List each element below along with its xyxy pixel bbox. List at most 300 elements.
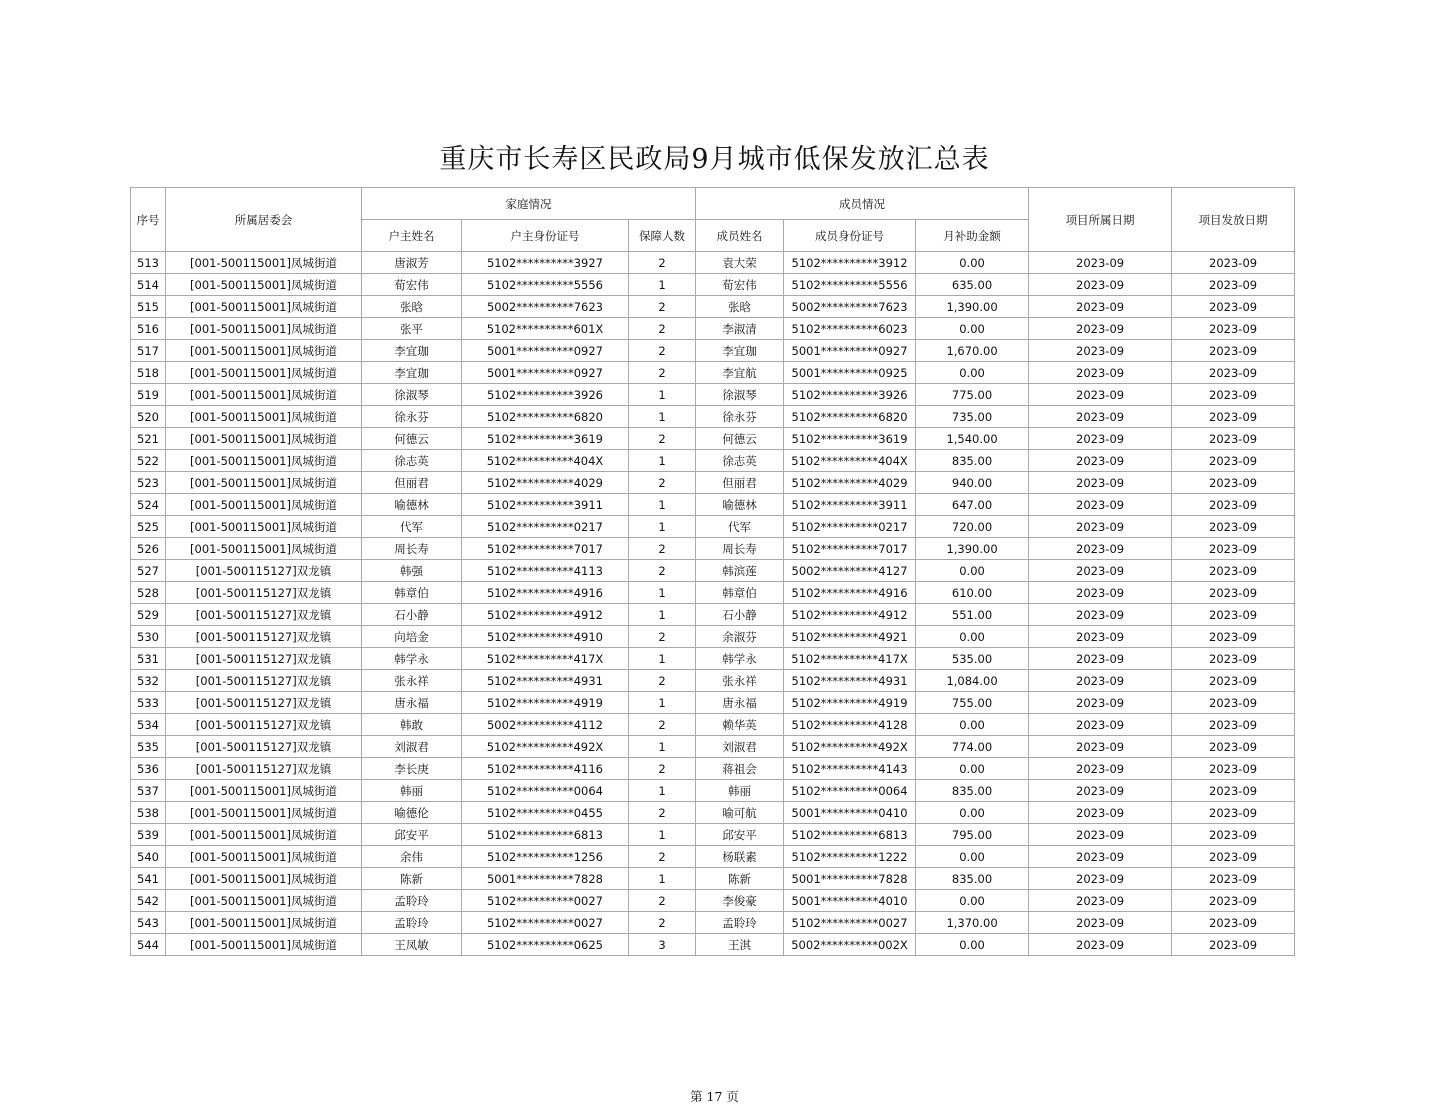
table-row	[131, 648, 1295, 670]
table-body	[131, 252, 1295, 956]
head-name-cell: 徐淑琴	[362, 384, 462, 406]
insured-count-cell: 2	[629, 252, 696, 274]
issue-date-cell: 2023-09	[1172, 868, 1295, 890]
head-id-cell: 5102**********4912	[462, 604, 629, 626]
community-cell: [001-500115001]凤城街道	[166, 384, 362, 406]
table-row	[131, 274, 1295, 296]
table-row	[131, 516, 1295, 538]
issue-date-cell: 2023-09	[1172, 560, 1295, 582]
project-date-cell: 2023-09	[1029, 252, 1172, 274]
seq-cell: 543	[131, 912, 166, 934]
seq-cell: 539	[131, 824, 166, 846]
amount-cell: 0.00	[916, 934, 1029, 956]
issue-date-cell: 2023-09	[1172, 538, 1295, 560]
member-name-cell: 袁大荣	[696, 252, 784, 274]
project-date-cell: 2023-09	[1029, 296, 1172, 318]
head-id-cell: 5001**********0927	[462, 362, 629, 384]
insured-count-cell: 2	[629, 670, 696, 692]
project-date-cell: 2023-09	[1029, 406, 1172, 428]
seq-cell: 517	[131, 340, 166, 362]
table-row	[131, 890, 1295, 912]
member-name-cell: 李宜航	[696, 362, 784, 384]
community-cell: [001-500115001]凤城街道	[166, 890, 362, 912]
project-date-cell: 2023-09	[1029, 868, 1172, 890]
table-row	[131, 846, 1295, 868]
community-cell: [001-500115001]凤城街道	[166, 494, 362, 516]
member-name-cell: 韩章伯	[696, 582, 784, 604]
header-monthly-amount: 月补助金额	[916, 220, 1029, 252]
member-id-cell: 5102**********4916	[784, 582, 916, 604]
head-id-cell: 5102**********4916	[462, 582, 629, 604]
member-name-cell: 刘淑君	[696, 736, 784, 758]
member-name-cell: 张永祥	[696, 670, 784, 692]
table-row	[131, 494, 1295, 516]
issue-date-cell: 2023-09	[1172, 296, 1295, 318]
insured-count-cell: 1	[629, 516, 696, 538]
member-id-cell: 5102**********417X	[784, 648, 916, 670]
project-date-cell: 2023-09	[1029, 560, 1172, 582]
member-id-cell: 5102**********4921	[784, 626, 916, 648]
amount-cell: 775.00	[916, 384, 1029, 406]
document-title: 重庆市长寿区民政局9月城市低保发放汇总表	[439, 144, 990, 175]
head-name-cell: 向培金	[362, 626, 462, 648]
insured-count-cell: 1	[629, 274, 696, 296]
issue-date-cell: 2023-09	[1172, 318, 1295, 340]
community-cell: [001-500115127]双龙镇	[166, 648, 362, 670]
table-row	[131, 428, 1295, 450]
community-cell: [001-500115127]双龙镇	[166, 604, 362, 626]
amount-cell: 647.00	[916, 494, 1029, 516]
member-name-cell: 蒋祖会	[696, 758, 784, 780]
project-date-cell: 2023-09	[1029, 516, 1172, 538]
head-id-cell: 5102**********3619	[462, 428, 629, 450]
member-name-cell: 徐永芬	[696, 406, 784, 428]
member-name-cell: 荀宏伟	[696, 274, 784, 296]
amount-cell: 1,670.00	[916, 340, 1029, 362]
member-id-cell: 5102**********0217	[784, 516, 916, 538]
member-name-cell: 韩滨莲	[696, 560, 784, 582]
member-id-cell: 5102**********7017	[784, 538, 916, 560]
amount-cell: 0.00	[916, 846, 1029, 868]
amount-cell: 795.00	[916, 824, 1029, 846]
member-id-cell: 5002**********7623	[784, 296, 916, 318]
project-date-cell: 2023-09	[1029, 780, 1172, 802]
issue-date-cell: 2023-09	[1172, 450, 1295, 472]
seq-cell: 525	[131, 516, 166, 538]
amount-cell: 940.00	[916, 472, 1029, 494]
member-name-cell: 韩丽	[696, 780, 784, 802]
insured-count-cell: 2	[629, 318, 696, 340]
project-date-cell: 2023-09	[1029, 714, 1172, 736]
head-name-cell: 但丽君	[362, 472, 462, 494]
community-cell: [001-500115001]凤城街道	[166, 274, 362, 296]
member-id-cell: 5102**********6023	[784, 318, 916, 340]
head-id-cell: 5102**********0027	[462, 890, 629, 912]
head-name-cell: 王凤敏	[362, 934, 462, 956]
amount-cell: 0.00	[916, 362, 1029, 384]
header-member-name: 成员姓名	[696, 220, 784, 252]
community-cell: [001-500115001]凤城街道	[166, 472, 362, 494]
header-insured-count: 保障人数	[629, 220, 696, 252]
head-id-cell: 5102**********5556	[462, 274, 629, 296]
member-id-cell: 5102**********4931	[784, 670, 916, 692]
head-id-cell: 5102**********7017	[462, 538, 629, 560]
table-row	[131, 560, 1295, 582]
community-cell: [001-500115127]双龙镇	[166, 714, 362, 736]
member-name-cell: 韩学永	[696, 648, 784, 670]
project-date-cell: 2023-09	[1029, 626, 1172, 648]
amount-cell: 535.00	[916, 648, 1029, 670]
member-name-cell: 陈新	[696, 868, 784, 890]
head-name-cell: 李宜珈	[362, 340, 462, 362]
community-cell: [001-500115001]凤城街道	[166, 340, 362, 362]
amount-cell: 1,390.00	[916, 296, 1029, 318]
insured-count-cell: 2	[629, 362, 696, 384]
community-cell: [001-500115001]凤城街道	[166, 824, 362, 846]
project-date-cell: 2023-09	[1029, 494, 1172, 516]
head-id-cell: 5102**********1256	[462, 846, 629, 868]
head-name-cell: 韩敢	[362, 714, 462, 736]
head-id-cell: 5102**********3926	[462, 384, 629, 406]
member-name-cell: 李淑清	[696, 318, 784, 340]
insured-count-cell: 2	[629, 912, 696, 934]
seq-cell: 528	[131, 582, 166, 604]
head-name-cell: 石小静	[362, 604, 462, 626]
community-cell: [001-500115001]凤城街道	[166, 428, 362, 450]
project-date-cell: 2023-09	[1029, 472, 1172, 494]
insured-count-cell: 2	[629, 802, 696, 824]
head-id-cell: 5102**********0064	[462, 780, 629, 802]
member-name-cell: 周长寿	[696, 538, 784, 560]
member-id-cell: 5001**********0927	[784, 340, 916, 362]
seq-cell: 519	[131, 384, 166, 406]
amount-cell: 0.00	[916, 252, 1029, 274]
issue-date-cell: 2023-09	[1172, 824, 1295, 846]
head-name-cell: 孟聆玲	[362, 912, 462, 934]
seq-cell: 521	[131, 428, 166, 450]
table-row	[131, 912, 1295, 934]
issue-date-cell: 2023-09	[1172, 714, 1295, 736]
member-name-cell: 王淇	[696, 934, 784, 956]
seq-cell: 527	[131, 560, 166, 582]
seq-cell: 537	[131, 780, 166, 802]
seq-cell: 518	[131, 362, 166, 384]
issue-date-cell: 2023-09	[1172, 494, 1295, 516]
insured-count-cell: 2	[629, 846, 696, 868]
amount-cell: 735.00	[916, 406, 1029, 428]
amount-cell: 774.00	[916, 736, 1029, 758]
project-date-cell: 2023-09	[1029, 802, 1172, 824]
table-row	[131, 362, 1295, 384]
member-name-cell: 孟聆玲	[696, 912, 784, 934]
project-date-cell: 2023-09	[1029, 274, 1172, 296]
head-id-cell: 5102**********601X	[462, 318, 629, 340]
seq-cell: 529	[131, 604, 166, 626]
head-id-cell: 5002**********4112	[462, 714, 629, 736]
head-name-cell: 张永祥	[362, 670, 462, 692]
community-cell: [001-500115001]凤城街道	[166, 780, 362, 802]
amount-cell: 1,540.00	[916, 428, 1029, 450]
seq-cell: 534	[131, 714, 166, 736]
seq-cell: 540	[131, 846, 166, 868]
insured-count-cell: 1	[629, 780, 696, 802]
amount-cell: 0.00	[916, 560, 1029, 582]
community-cell: [001-500115001]凤城街道	[166, 450, 362, 472]
table-row	[131, 934, 1295, 956]
table-row	[131, 604, 1295, 626]
issue-date-cell: 2023-09	[1172, 252, 1295, 274]
seq-cell: 516	[131, 318, 166, 340]
community-cell: [001-500115001]凤城街道	[166, 296, 362, 318]
community-cell: [001-500115001]凤城街道	[166, 406, 362, 428]
seq-cell: 523	[131, 472, 166, 494]
community-cell: [001-500115001]凤城街道	[166, 868, 362, 890]
insured-count-cell: 1	[629, 604, 696, 626]
head-id-cell: 5102**********417X	[462, 648, 629, 670]
amount-cell: 0.00	[916, 318, 1029, 340]
issue-date-cell: 2023-09	[1172, 692, 1295, 714]
member-name-cell: 张晗	[696, 296, 784, 318]
amount-cell: 551.00	[916, 604, 1029, 626]
member-id-cell: 5102**********492X	[784, 736, 916, 758]
head-name-cell: 刘淑君	[362, 736, 462, 758]
table-row	[131, 538, 1295, 560]
insured-count-cell: 1	[629, 824, 696, 846]
project-date-cell: 2023-09	[1029, 384, 1172, 406]
member-id-cell: 5001**********0410	[784, 802, 916, 824]
head-name-cell: 唐永福	[362, 692, 462, 714]
head-name-cell: 李长庚	[362, 758, 462, 780]
head-name-cell: 张平	[362, 318, 462, 340]
amount-cell: 0.00	[916, 890, 1029, 912]
seq-cell: 533	[131, 692, 166, 714]
table-row	[131, 582, 1295, 604]
head-id-cell: 5102**********3927	[462, 252, 629, 274]
head-id-cell: 5102**********4113	[462, 560, 629, 582]
issue-date-cell: 2023-09	[1172, 472, 1295, 494]
community-cell: [001-500115127]双龙镇	[166, 758, 362, 780]
amount-cell: 0.00	[916, 758, 1029, 780]
community-cell: [001-500115127]双龙镇	[166, 560, 362, 582]
issue-date-cell: 2023-09	[1172, 516, 1295, 538]
table-row	[131, 714, 1295, 736]
insured-count-cell: 1	[629, 868, 696, 890]
amount-cell: 1,390.00	[916, 538, 1029, 560]
member-name-cell: 徐淑琴	[696, 384, 784, 406]
insured-count-cell: 2	[629, 296, 696, 318]
community-cell: [001-500115001]凤城街道	[166, 318, 362, 340]
seq-cell: 513	[131, 252, 166, 274]
header-member-id: 成员身份证号	[784, 220, 916, 252]
head-name-cell: 喻德林	[362, 494, 462, 516]
project-date-cell: 2023-09	[1029, 758, 1172, 780]
seq-cell: 530	[131, 626, 166, 648]
table-row	[131, 780, 1295, 802]
seq-cell: 538	[131, 802, 166, 824]
head-id-cell: 5102**********6813	[462, 824, 629, 846]
head-name-cell: 韩章伯	[362, 582, 462, 604]
head-name-cell: 韩学永	[362, 648, 462, 670]
insured-count-cell: 1	[629, 406, 696, 428]
issue-date-cell: 2023-09	[1172, 604, 1295, 626]
head-name-cell: 李宜珈	[362, 362, 462, 384]
seq-cell: 514	[131, 274, 166, 296]
header-issue-date: 项目发放日期	[1172, 188, 1295, 252]
table-row	[131, 450, 1295, 472]
insured-count-cell: 2	[629, 890, 696, 912]
head-name-cell: 韩强	[362, 560, 462, 582]
member-name-cell: 李宜珈	[696, 340, 784, 362]
table-row	[131, 824, 1295, 846]
member-name-cell: 但丽君	[696, 472, 784, 494]
head-id-cell: 5001**********0927	[462, 340, 629, 362]
head-id-cell: 5102**********6820	[462, 406, 629, 428]
head-name-cell: 孟聆玲	[362, 890, 462, 912]
member-name-cell: 余淑芬	[696, 626, 784, 648]
head-id-cell: 5002**********7623	[462, 296, 629, 318]
seq-cell: 532	[131, 670, 166, 692]
member-id-cell: 5102**********4128	[784, 714, 916, 736]
member-id-cell: 5102**********4919	[784, 692, 916, 714]
community-cell: [001-500115127]双龙镇	[166, 692, 362, 714]
insured-count-cell: 1	[629, 450, 696, 472]
table-row	[131, 384, 1295, 406]
issue-date-cell: 2023-09	[1172, 274, 1295, 296]
community-cell: [001-500115001]凤城街道	[166, 846, 362, 868]
member-name-cell: 邱安平	[696, 824, 784, 846]
issue-date-cell: 2023-09	[1172, 758, 1295, 780]
table-row	[131, 472, 1295, 494]
header-seq: 序号	[131, 188, 166, 252]
member-id-cell: 5102**********6820	[784, 406, 916, 428]
issue-date-cell: 2023-09	[1172, 648, 1295, 670]
head-name-cell: 陈新	[362, 868, 462, 890]
insured-count-cell: 2	[629, 758, 696, 780]
issue-date-cell: 2023-09	[1172, 406, 1295, 428]
header-project-date: 项目所属日期	[1029, 188, 1172, 252]
header-head-name: 户主姓名	[362, 220, 462, 252]
allowance-table	[130, 187, 1295, 956]
head-id-cell: 5102**********4919	[462, 692, 629, 714]
issue-date-cell: 2023-09	[1172, 582, 1295, 604]
project-date-cell: 2023-09	[1029, 538, 1172, 560]
amount-cell: 835.00	[916, 450, 1029, 472]
project-date-cell: 2023-09	[1029, 846, 1172, 868]
seq-cell: 542	[131, 890, 166, 912]
member-id-cell: 5102**********3619	[784, 428, 916, 450]
member-id-cell: 5001**********4010	[784, 890, 916, 912]
insured-count-cell: 2	[629, 472, 696, 494]
seq-cell: 515	[131, 296, 166, 318]
seq-cell: 541	[131, 868, 166, 890]
insured-count-cell: 1	[629, 384, 696, 406]
amount-cell: 0.00	[916, 626, 1029, 648]
insured-count-cell: 1	[629, 648, 696, 670]
head-id-cell: 5102**********4116	[462, 758, 629, 780]
project-date-cell: 2023-09	[1029, 428, 1172, 450]
head-name-cell: 邱安平	[362, 824, 462, 846]
head-name-cell: 韩丽	[362, 780, 462, 802]
project-date-cell: 2023-09	[1029, 648, 1172, 670]
member-id-cell: 5001**********7828	[784, 868, 916, 890]
table-header	[131, 188, 1295, 252]
seq-cell: 522	[131, 450, 166, 472]
member-id-cell: 5102**********3912	[784, 252, 916, 274]
project-date-cell: 2023-09	[1029, 692, 1172, 714]
table-row	[131, 252, 1295, 274]
header-community: 所属居委会	[166, 188, 362, 252]
member-id-cell: 5102**********404X	[784, 450, 916, 472]
member-name-cell: 何德云	[696, 428, 784, 450]
project-date-cell: 2023-09	[1029, 362, 1172, 384]
issue-date-cell: 2023-09	[1172, 846, 1295, 868]
project-date-cell: 2023-09	[1029, 912, 1172, 934]
project-date-cell: 2023-09	[1029, 450, 1172, 472]
member-name-cell: 李俊豪	[696, 890, 784, 912]
table-row	[131, 736, 1295, 758]
head-id-cell: 5102**********404X	[462, 450, 629, 472]
amount-cell: 635.00	[916, 274, 1029, 296]
head-name-cell: 代军	[362, 516, 462, 538]
member-id-cell: 5102**********3926	[784, 384, 916, 406]
member-name-cell: 喻德林	[696, 494, 784, 516]
member-id-cell: 5001**********0925	[784, 362, 916, 384]
header-member-group: 成员情况	[696, 188, 1029, 220]
head-id-cell: 5102**********4029	[462, 472, 629, 494]
community-cell: [001-500115001]凤城街道	[166, 934, 362, 956]
table-row	[131, 626, 1295, 648]
project-date-cell: 2023-09	[1029, 582, 1172, 604]
community-cell: [001-500115127]双龙镇	[166, 736, 362, 758]
community-cell: [001-500115001]凤城街道	[166, 516, 362, 538]
project-date-cell: 2023-09	[1029, 934, 1172, 956]
head-name-cell: 何德云	[362, 428, 462, 450]
insured-count-cell: 2	[629, 340, 696, 362]
community-cell: [001-500115001]凤城街道	[166, 362, 362, 384]
seq-cell: 535	[131, 736, 166, 758]
member-id-cell: 5102**********4143	[784, 758, 916, 780]
member-name-cell: 喻可航	[696, 802, 784, 824]
amount-cell: 1,370.00	[916, 912, 1029, 934]
head-name-cell: 徐志英	[362, 450, 462, 472]
table-row	[131, 802, 1295, 824]
insured-count-cell: 2	[629, 560, 696, 582]
seq-cell: 544	[131, 934, 166, 956]
header-family-group: 家庭情况	[362, 188, 696, 220]
table-row	[131, 692, 1295, 714]
member-name-cell: 徐志英	[696, 450, 784, 472]
insured-count-cell: 2	[629, 626, 696, 648]
table-row	[131, 340, 1295, 362]
issue-date-cell: 2023-09	[1172, 626, 1295, 648]
member-id-cell: 5102**********0064	[784, 780, 916, 802]
issue-date-cell: 2023-09	[1172, 802, 1295, 824]
issue-date-cell: 2023-09	[1172, 912, 1295, 934]
insured-count-cell: 1	[629, 692, 696, 714]
insured-count-cell: 2	[629, 428, 696, 450]
insured-count-cell: 1	[629, 582, 696, 604]
member-id-cell: 5102**********4029	[784, 472, 916, 494]
member-name-cell: 赖华英	[696, 714, 784, 736]
amount-cell: 0.00	[916, 714, 1029, 736]
head-id-cell: 5102**********0217	[462, 516, 629, 538]
head-name-cell: 唐淑芳	[362, 252, 462, 274]
head-name-cell: 余伟	[362, 846, 462, 868]
member-name-cell: 杨联素	[696, 846, 784, 868]
head-name-cell: 周长寿	[362, 538, 462, 560]
project-date-cell: 2023-09	[1029, 736, 1172, 758]
issue-date-cell: 2023-09	[1172, 670, 1295, 692]
